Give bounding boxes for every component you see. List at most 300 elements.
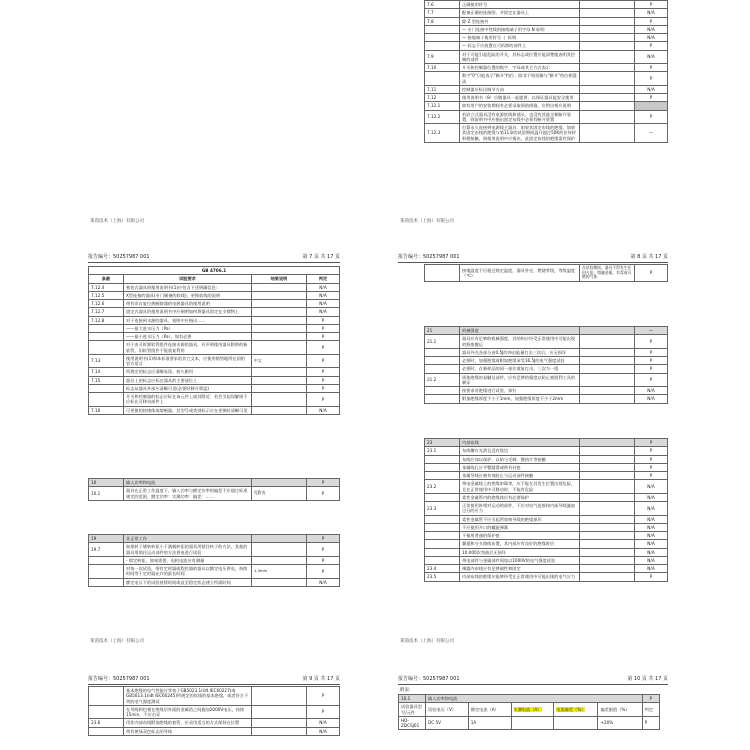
clause-number: 7.13 (89, 354, 124, 368)
result-remark (252, 368, 307, 376)
clause-number: 23.5 (425, 573, 460, 581)
page-header (88, 252, 340, 263)
annex-col-deviation (554, 703, 598, 717)
result-remark (580, 573, 635, 581)
verdict: P (635, 42, 668, 50)
clause-number (425, 365, 460, 373)
verdict: N/A (307, 719, 340, 727)
result-remark (580, 447, 635, 455)
verdict: N/A (635, 556, 668, 564)
annex-verdict: P (642, 716, 659, 730)
clause-number (425, 42, 460, 50)
verdict: P (635, 64, 668, 72)
table-row (425, 548, 668, 556)
result-remark (580, 17, 635, 25)
requirement-text: 对每一次试验，带有定时器或程控器的器具以额定电压供电，持续时间等于定时器允许的最长时间 (124, 565, 252, 579)
table-row (89, 354, 340, 368)
clause-number: 7.8 (425, 17, 460, 25)
requirement-text: 额定电压下的试验持续时间或直至稳定状态建立所需时间 (124, 578, 252, 586)
verdict: P (635, 335, 668, 349)
verdict: P (635, 463, 668, 471)
requirement-text: 若驻立式器具没有电源软线和插头，也没有其他全极断开装置，则说明书中应指出固定布线中必须有断开装置 (460, 110, 580, 124)
table-row (425, 34, 668, 42)
result-remark (580, 124, 635, 143)
clause-number: 21.2 (425, 373, 460, 387)
annex-label: 附表： (400, 688, 414, 693)
verdict: P (635, 365, 668, 373)
annex-col-measured-current (511, 703, 554, 717)
annex-section-title: 输入功率和电流 (426, 695, 643, 703)
verdict: P (307, 368, 340, 376)
result-remark (580, 480, 635, 494)
table-row (425, 365, 668, 373)
clause-number: 7.12.8 (89, 316, 124, 324)
result-remark: 1.3min (252, 565, 307, 579)
result-remark (252, 705, 307, 719)
result-remark (580, 9, 635, 17)
clause-number (425, 493, 460, 501)
clause-number (425, 25, 460, 33)
clause-number (425, 523, 460, 531)
result-remark (580, 472, 635, 480)
table-row (425, 502, 668, 516)
verdict: P (635, 94, 668, 102)
requirement-text: 使用说明书(1)和本标准要求的其它文本，应使用销售地所在国的官方语言 (124, 354, 252, 368)
verdict: N/A (307, 283, 340, 291)
verdict: P (635, 110, 668, 124)
verdict: P (635, 72, 668, 86)
table-row (89, 316, 340, 324)
table-row (89, 308, 340, 316)
verdict: N/A (635, 85, 668, 93)
result-remark (580, 502, 635, 516)
verdict: N/A (307, 406, 340, 414)
verdict: N/A (307, 291, 340, 299)
verdict: P (635, 17, 668, 25)
verdict: N/A (635, 387, 668, 395)
requirement-text: 对于可能引起危险的开关，其标志或位置应能清楚地表明其控制的部件 (460, 50, 580, 64)
result-remark (580, 348, 635, 356)
requirement-text: 布线应加以保护，以防与毛刺、散热片等接触 (460, 455, 580, 463)
annex-voltage: DC 5V (426, 716, 469, 730)
verdict: N/A (635, 480, 668, 494)
requirement-text: 打算永久连接到电源线主器具：如果其固定布线的绝缘，如果其固定布线的绝缘与第11章的试验期间温升超过50K的任何材料相接触，则使用说明中应指出，此固定布线的绝缘需有保护 (460, 124, 580, 143)
result-remark (580, 548, 635, 556)
table-row (425, 532, 668, 540)
requirement-text: 标志从器具外部应清晰可见(必要时移开罩盖) (124, 384, 252, 392)
annex-data-row (399, 716, 660, 730)
requirement-text: 必要时，在新样品的同一部位重复打击，三次为一组 (460, 365, 580, 373)
result-remark (252, 376, 307, 384)
requirement-text: 附加绝缘厚度不小于1mm，加强绝缘厚度不少于2mm (460, 395, 580, 403)
result-remark (252, 291, 307, 299)
result-remark (252, 578, 307, 586)
standard-title: GB 4706.1 (89, 267, 340, 275)
requirement-text: 带电金属线上的绝缘串珠等，应不能在其发生位置出现危险，且在正常使用中可移动时，不能有危险 (460, 480, 580, 494)
annex-section-verdict: P (642, 695, 659, 703)
table-row (425, 515, 668, 523)
clause-number (89, 687, 124, 706)
requirement-text: X型连接的器具(专门制备的软线)，更换软线的说明 (124, 291, 252, 299)
result-remark (252, 393, 307, 407)
report-page-8-top (398, 0, 668, 232)
result-remark (580, 64, 635, 72)
verdict: N/A (635, 540, 668, 548)
verdict: P (307, 324, 340, 332)
clause-number: 23.2 (425, 480, 460, 494)
page-number: 第 7 页 共 17 页 (302, 254, 340, 260)
table-row (425, 395, 668, 403)
requirement-text: 除 Z 型连接外 (460, 17, 580, 25)
verdict: P (635, 472, 668, 480)
requirement-text: 器具外壳各部分由0.5J的冲击能量打击三次后，应无损坏 (460, 348, 580, 356)
result-remark: 中文 (252, 354, 307, 368)
requirement-text: 接地温度不应超过规定温度，器具外壳，燃烧等级，等级温度（℃）： (460, 265, 580, 282)
clause-number: 7.16 (89, 406, 124, 414)
page-header (88, 674, 340, 685)
annex-col-verdict: 判定 (642, 703, 659, 717)
annex-col-rated-current: 额定电流（A） (468, 703, 511, 717)
verdict: P (307, 333, 340, 341)
table-row (425, 335, 668, 349)
clause-number: 7.12.2 (425, 110, 460, 124)
result-remark (252, 316, 307, 324)
table-row (425, 265, 668, 282)
clause-number (425, 265, 460, 282)
report-page-top-left (88, 0, 340, 232)
verdict: N/A (307, 308, 340, 316)
verdict: N/A (307, 300, 340, 308)
table-row (89, 687, 340, 706)
section-verdict: P (635, 439, 668, 447)
result-remark: 在试验期间，器具不得发生任何火焰，熔融金属，有毒或可燃的气体 (580, 265, 635, 282)
clause-number: 7.12.7 (89, 308, 124, 316)
verdict: P (307, 384, 340, 392)
requirement-text: 使用说明书（8）应随器具一起提供，以保证器具能安全使用 (460, 94, 580, 102)
section-header-row (89, 479, 340, 487)
verdict: N/A (635, 548, 668, 556)
verdict: P (635, 447, 668, 455)
table-row (425, 85, 668, 93)
requirement-text: 金属导线应被有效防止与运动部件接触 (460, 472, 580, 480)
section-header-row (89, 535, 340, 543)
verdict: N/A (635, 395, 668, 403)
result-remark (252, 727, 307, 735)
report-number: 报告编号：50257987 001 (398, 254, 460, 260)
result-remark (252, 719, 307, 727)
result-remark (252, 283, 307, 291)
requirement-text: — 接地端子使用符号 ⏚ 标明 (460, 34, 580, 42)
annex-section-row (399, 695, 660, 703)
result-remark (252, 300, 307, 308)
table-row (425, 540, 668, 548)
table-row (425, 17, 668, 25)
requirement-text: 固定式器具的使用说明书中应阐明如何将器具固定在支撑物上 (124, 308, 252, 316)
result-remark (580, 395, 635, 403)
clause-number (425, 395, 460, 403)
table-row (425, 493, 668, 501)
requirement-text: 独装式器具的使用说明书(1)应包含下述明确信息: (124, 283, 252, 291)
table-row (425, 463, 668, 471)
clause-number (89, 384, 124, 392)
clause-number (89, 727, 124, 735)
report-page-10 (398, 674, 668, 750)
clause-number: 23.3 (425, 502, 460, 516)
table-row (425, 42, 668, 50)
verdict: P (635, 357, 668, 365)
requirement-text: 10,000次弯曲后无损坏 (460, 548, 580, 556)
verdict: N/A (635, 523, 668, 531)
requirement-text: 器具上的标志应标在器具的主要部位上 (124, 376, 252, 384)
clause-number (89, 556, 124, 564)
result-remark (252, 308, 307, 316)
table-row (425, 124, 668, 143)
verdict: P (635, 348, 668, 356)
table-row (425, 357, 668, 365)
requirement-text: 在导线和包裹在绝缘层外面的金属箔之间施加2000V电压，持续15min，不应击穿 (124, 705, 252, 719)
result-remark (580, 463, 635, 471)
result-remark (252, 324, 307, 332)
table-row (425, 64, 668, 72)
clause-number: 21.1 (425, 335, 460, 349)
table-row (425, 1, 668, 9)
requirement-text: - 锁定转矩，如果需要，电机电流应有测量 (124, 556, 252, 564)
clause-number (425, 72, 460, 86)
requirement-text: 用作内部布线附加绝缘的套管，应采用适当的方式保持在位置 (124, 719, 252, 727)
table-row (89, 556, 340, 564)
table-row (425, 72, 668, 86)
section-number: 21 (425, 327, 460, 335)
verdict: P (635, 265, 668, 282)
requirement-text: ——最小进水压力（Pa），如有必要 (124, 333, 252, 341)
clause-table (88, 686, 340, 736)
requirement-text: 开关和控制器位置的数字、字母或其它方式表示 (460, 64, 580, 72)
verdict: N/A (635, 502, 668, 516)
annex-col-limit: 偏差限值（%） (598, 703, 642, 717)
report-number: 报告编号：50257987 001 (88, 676, 150, 682)
requirement-text: 对于连接到水源的器具，说明中应指出…… (124, 316, 252, 324)
clause-number: 7.9 (425, 50, 460, 64)
clause-number: 7.12.1 (425, 102, 460, 110)
table-row (425, 556, 668, 564)
section-verdict: P (307, 479, 340, 487)
result-remark (580, 365, 635, 373)
section-title: 内部布线 (460, 439, 580, 447)
page-footer: 莱茵技术（上海）有限公司 (90, 639, 144, 644)
clause-number: 10.1 (89, 487, 124, 501)
verdict: N/A (307, 578, 340, 586)
result-remark (580, 357, 635, 365)
deviation-highlight: 电流偏差（%） (556, 706, 586, 712)
result-remark (580, 523, 635, 531)
verdict: P (307, 565, 340, 579)
table-row (89, 324, 340, 332)
clause-number: 7.11 (425, 85, 460, 93)
verdict: N/A (635, 50, 668, 64)
table-row (425, 565, 668, 573)
table-row (89, 565, 340, 579)
result-remark (252, 406, 307, 414)
clause-number (89, 341, 124, 355)
annex-section-number: 10.1 (399, 695, 426, 703)
column-header-row (89, 275, 340, 283)
clause-number (425, 515, 460, 523)
annex-header-row (399, 703, 660, 717)
result-remark (580, 42, 635, 50)
verdict: N/A (635, 565, 668, 573)
clause-number (425, 357, 460, 365)
requirement-text: 对于由可拆卸软管组件连接水源的器具，应声明使用器具附带的新软管，旧软管组件不能重复利用 (124, 341, 252, 355)
page-header (398, 252, 668, 263)
clause-number (425, 34, 460, 42)
verdict: P (635, 1, 668, 9)
requirement-text: 控制器应标出调节方向 (460, 85, 580, 93)
verdict: P (635, 573, 668, 581)
result-remark (580, 455, 635, 463)
clause-table (424, 0, 668, 143)
section-header-row (425, 327, 668, 335)
verdict: N/A (635, 25, 668, 33)
page-number: 第 8 页 共 17 页 (630, 254, 668, 260)
verdict: P (307, 341, 340, 355)
col-result: 结果说明 (252, 275, 307, 283)
report-page-8 (398, 252, 668, 647)
result-remark (580, 387, 635, 395)
clause-number (89, 393, 124, 407)
requirement-text: 正确使用符号 (460, 1, 580, 9)
result-remark (580, 72, 635, 86)
page-footer: 莱茵技术（上海）有限公司 (400, 639, 454, 644)
verdict: P (307, 687, 340, 706)
page-number: 第 10 页 共 17 页 (627, 676, 668, 682)
clause-number: 7.12.3 (425, 124, 460, 143)
result-remark (580, 110, 635, 124)
clause-number (425, 348, 460, 356)
table-row (89, 719, 340, 727)
report-number: 报告编号：50257987 001 (398, 676, 460, 682)
report-page-7 (88, 252, 340, 647)
verdict: P (307, 354, 340, 368)
table-row (425, 25, 668, 33)
result-remark (580, 373, 635, 387)
requirement-text: 带有非自复位热断路器的电热器具的使用说明 (124, 300, 252, 308)
verdict: P (307, 316, 340, 324)
section-number: 19 (89, 535, 124, 543)
requirement-text: ——最大进水压力（Pa） (124, 324, 252, 332)
verdict: N/A (635, 9, 668, 17)
requirement-text: 固体绝缘的易触及部件，应有足够的强度以防止被锐利工具的刺穿 (460, 373, 580, 387)
page-number: 第 9 页 共 17 页 (302, 676, 340, 682)
requirement-text: 器具应有足够的机械强度，其结构应经受正常使用中可能出现的野蛮搬运 (460, 335, 580, 349)
annex-deviation (554, 716, 598, 730)
clause-table (88, 266, 340, 415)
clause-number: 23.6 (89, 719, 124, 727)
requirement-text: 翼翅和分支路线布置，其内部应有良好的绝缘时层 (460, 540, 580, 548)
requirement-text: — 标志不应放置在可拆卸的部件上 (460, 42, 580, 50)
clause-number: 7.14 (89, 368, 124, 376)
result-remark (252, 687, 307, 706)
table-row (425, 455, 668, 463)
clause-number: 7.12.6 (89, 300, 124, 308)
verdict: P (307, 376, 340, 384)
table-row (425, 573, 668, 581)
clause-number: 7.7 (425, 9, 460, 17)
requirement-text: 器具在正常工作温度下，输入功率与额定功率的偏差不应超过标准规定的范围，额定功率：实测功率：偏差：…… (124, 487, 252, 501)
verdict: — (635, 124, 668, 143)
result-remark (580, 94, 635, 102)
clause-number (89, 578, 124, 586)
requirement-text: 数字"0"只能表示"断开"档位；除非不致误解与"断开"档位相混淆 (460, 72, 580, 86)
page-footer: 莱茵技术（上海）有限公司 (90, 219, 144, 224)
table-row (425, 94, 668, 102)
annex-table (398, 694, 660, 730)
table-row (425, 9, 668, 17)
requirement-text: 柔性金属管内的绝缘体应有必要保护 (460, 493, 580, 501)
requirement-text: 内部布线的绝缘应能够经受在正常使用中可能出现的电气应力 (460, 573, 580, 581)
clause-number (425, 387, 460, 395)
annex-model: HD-ZDCSJ01 (399, 716, 426, 730)
annex-rated-current: 1A (468, 716, 511, 730)
annex-col-voltage: 试验电压（V） (426, 703, 469, 717)
clause-number (425, 548, 460, 556)
section-blank (580, 439, 635, 447)
section-header-row (425, 439, 668, 447)
table-row (89, 406, 340, 414)
table-row (425, 110, 668, 124)
result-remark (580, 335, 635, 349)
section-title: 非正常工作 (124, 535, 252, 543)
requirement-text: 必要时，加强绝缘或附加绝缘承受16.5J的电气强度试验 (460, 357, 580, 365)
verdict (635, 102, 668, 110)
clause-number: 7.15 (89, 376, 124, 384)
clause-number (425, 556, 460, 564)
verdict: N/A (635, 493, 668, 501)
verdict: P (307, 543, 340, 557)
clause-number (425, 463, 460, 471)
section-blank (252, 479, 307, 487)
requirement-text: — 专门连接中性线的接线端子用字母 N 标明 (460, 25, 580, 33)
table-row (425, 447, 668, 455)
col-requirement: 试验要求 (124, 275, 252, 283)
clause-number: 23.1 (425, 447, 460, 455)
result-remark (580, 556, 635, 564)
clause-number (425, 455, 460, 463)
result-remark (252, 333, 307, 341)
clause-number (89, 324, 124, 332)
requirement-text: 如果转子堵转转矩小于满载转矩的器具用锁住转子的方法，其他的器具用锁住运动部件的方法供电进行试验 (124, 543, 252, 557)
table-row (89, 393, 340, 407)
result-remark (580, 565, 635, 573)
clause-number (89, 333, 124, 341)
verdict: P (307, 393, 340, 407)
table-row (89, 341, 340, 355)
result-remark (580, 540, 635, 548)
section-verdict: P (307, 535, 340, 543)
table-row (89, 376, 340, 384)
clause-number (425, 532, 460, 540)
requirement-text: 配备正确的连接图，并固定在器具上 (460, 9, 580, 17)
requirement-text: 金属线孔应平整圆滑或带有衬套 (460, 463, 580, 471)
annex-measured-current (511, 716, 554, 730)
col-verdict: 判定 (307, 275, 340, 283)
table-row (425, 50, 668, 64)
verdict: N/A (635, 515, 668, 523)
annex-col-model: 试验器具型号/元件 (399, 703, 426, 717)
requirement-text: 布线槽应光滑且没有锐边 (460, 447, 580, 455)
result-remark (580, 1, 635, 9)
table-row (89, 543, 340, 557)
result-remark (580, 50, 635, 64)
